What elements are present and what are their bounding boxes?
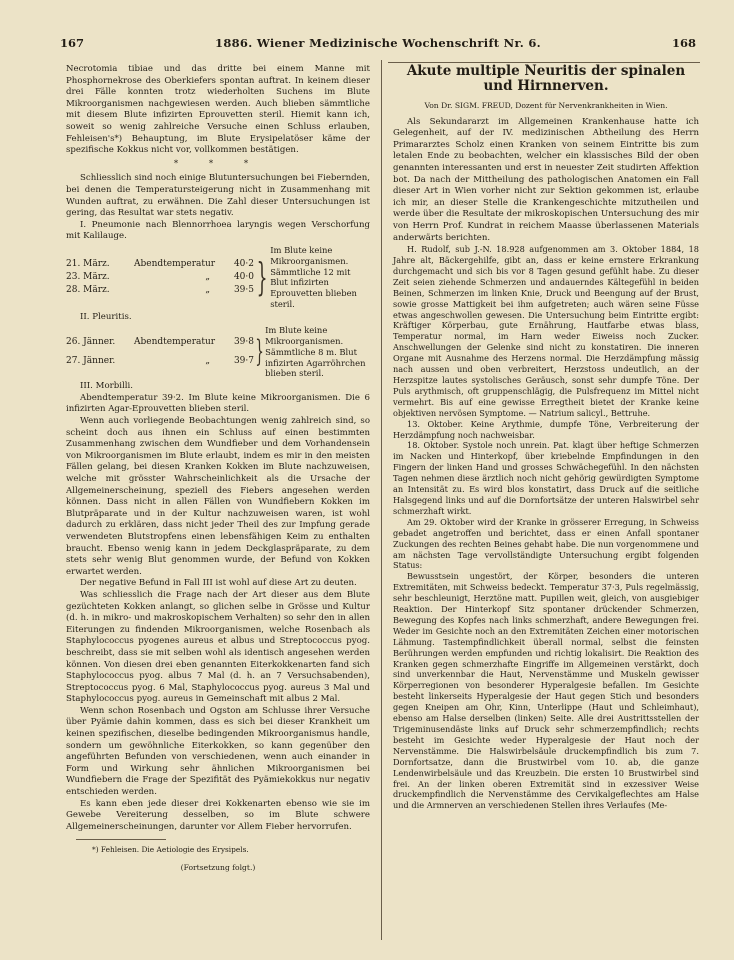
temperature: 39·7 (233, 356, 254, 367)
paragraph: Bewusstsein ungestört, der Körper, besonders die unteren Extremitäten, mit Schweiss bedeckt. Temperatur 37·3, Puls regelmässig, sehr beschleunigt, Herztöne matt. Pupillen weit, gleich, von ausgiebiger Reaktion. Der Hinterkopf Sitz spontaner drückender Schmerzen, Bewegung des Kopfes nach links schmerzhaft, andere Bewegungen frei. Weder im Gesichte noch an den Extremitäten Zeichen einer motorischen Lähmung. Tastempfindlichkeit überall normal, selbst die feinsten Berührungen werden empfunden und richtig lokalisirt. Die Reaktion des Kranken gegen schmerzhafte Eingriffe im Allgemeinen verstärkt, doch sind unverkennbar die Haut, Nervenstämme und Muskeln gewisser Körperregionen von besonderer Hyperalgesie befallen. Im Gesichte besteht linkerseits Hyperalgesie der Haut gegen Stich und besonders gegen Kneipen am Ohr, Kinn, Unterlippe (Haut und Schleimhaut), ebenso am Halse derselben (linken) Seite. Alle drei Austrittsstellen der Trigeminusendäste links auf Druck sehr schmerzempfindlich; rechts besteht im Gesichte weder Hyperalgesie der Haut noch der Nervenstämme. Die Halswirbelsäule druckempfindlich bis zum 7. Dornfortsatze, dann die Brustwirbel vom 10. ab, die ganze Lendenwirbelsäule und das Kreuzbein. Die ersten 10 Brustwirbel sind frei. An der linken oberen Extremität sind in exzessiver Weise druckempfindlich die Nervenstämme des Cervikalgeflechtes am Halse und die Armnerven an verschiedenen Stellen ihres Verlaufes (Me- (393, 571, 699, 811)
temperature: 39·8 (233, 337, 254, 348)
brace: } (255, 334, 264, 370)
page-number-right: 168 (671, 36, 696, 50)
date: 21. März. (66, 258, 110, 269)
paragraph: Am 29. Oktober wird der Kranke in grösserer Erregung, in Schweiss gebadet angetroffen und berichtet, dass er einen Anfall spontaner Zuckungen des rechten Beines gehabt habe. Die nun vorgenommene und am nächsten Tage vervollständigte Untersuchung ergibt folgenden Status: (393, 516, 699, 571)
right-column (393, 64, 699, 811)
column-divider (381, 60, 382, 940)
temperature: 40·2 (233, 258, 254, 269)
running-title: 1886. Wiener Medizinische Wochenschrift Nr. 6. (215, 36, 541, 50)
case-note: Im Blute keine Mikroorganismen. Sämmtliche 8 m. Blut infizirten Agarröhrchen blieben steril. (265, 325, 366, 379)
page-number-left: 167 (60, 36, 85, 50)
case-2-record (66, 325, 370, 379)
measure: „ (205, 284, 210, 295)
date: 28. März. (66, 284, 110, 295)
author-byline: Von Dr. SIGM. FREUD, Dozent für Nervenkrankheiten in Wien. (424, 101, 668, 110)
case-heading: I. Pneumonie nach Blennorrhoea laryngis wegen Verschorfung mit Kalilauge. (66, 219, 370, 242)
temperature-row (66, 258, 254, 271)
temperature-row (66, 284, 254, 297)
case-heading: II. Pleuritis. (80, 311, 132, 322)
case-note: Im Blute keine Mikroorganismen. Sämmtliche 12 mit Blut infizirten Eprouvetten blieben steril. (270, 244, 357, 309)
footnote: *) Fehleisen. Die Aetiologie des Erysipels. (92, 845, 249, 855)
paragraph: Wenn schon Rosenbach und Ogston am Schlusse ihrer Versuche über Pyämie dahin kommen, dass es sich bei dieser Krankheit um keinen spezifischen, dieselbe bedingenden Mikroorganismus handle, sondern um gewöhnliche Eiterkokken, so kann gegenüber den angeführten Befunden von verschiedenen, wenn auch einander in Form und Wirkung sehr ähnlichen Mikroorganismen bei Wundfiebern die Frage der Spezifität des Pyämiekokkus nur negativ entschieden werden. (66, 705, 370, 798)
page-header (60, 34, 696, 52)
measure: „ (205, 271, 210, 282)
paragraph: Der negative Befund in Fall III ist wohl auf diese Art zu deuten. (80, 578, 357, 589)
left-column (66, 64, 370, 874)
case-heading: III. Morbilli. (80, 381, 133, 392)
paragraph: Wenn auch vorliegende Beobachtungen wenig zahlreich sind, so scheint doch aus ihnen ein Schluss auf einen bestimmten Zusammenhang zwischen dem Wundfieber und dem Vorhandensein von Mikroorganismen im Blute erlaubt, indem es mir in den meisten Fällen gelang, bei diesen Kranken Kokken im Blute nachzuweisen, welche mit grösster Wahrscheinlichkeit als die Ursache der Allgemeinerscheinung, speziell des Fiebers angesehen werden können. Dass nicht in allen Fällen von Wundfiebern Kokken im Blutpräparate und in der Kultur nachzuweisen waren, ist wohl dadurch zu erklären, dass nicht jeder Theil des zur Impfung gerade verwendeten Blutstropfens einen lebensfähigen Keim zu enthalten braucht. Ebenso wenig kann in jedem Deckglaspräparate, zu dem stets sehr wenig Blut genommen wurde, der Befund von Kokken erwartet werden. (66, 416, 370, 577)
measure: „ (205, 356, 210, 367)
measure: Abendtemperatur (134, 258, 216, 269)
footnote-rule (76, 839, 166, 840)
section-break-stars: * * * (173, 158, 263, 169)
paragraph: Schliesslich sind noch einige Blutuntersuchungen bei Fiebernden, bei denen die Temperatursteigerung nicht in Zusammenhang mit Wunden auftrat, zu erwähnen. Die Zahl dieser Untersuchungen ist gering, das Resultat war stets negativ. (66, 173, 370, 219)
paragraph: 18. Oktober. Systole noch unrein. Pat. klagt über heftige Schmerzen im Nacken und Hinterkopf, über kriebelnde Empfindungen in den Fingern der linken Hand und grosses Schwächegefühl. In den nächsten Tagen nehmen diese ärztlich noch nicht gehörig gewürdigten Symptome an Intensität zu. Es wird blos konstatirt, dass Druck auf die seitliche Halsgegend links und auf die Dornfortsätze der unteren Halswirbel sehr schmerzhaft wirkt. (393, 440, 699, 516)
paragraph: Es kann eben jede dieser drei Kokkenarten ebenso wie sie im Gewebe Vereiterung desselben, so im Blute schwere Allgemeinerscheinungen, darunter vor Allem Fieber hervorrufen. (66, 798, 370, 832)
paragraph: Als Sekundararzt im Allgemeinen Krankenhause hatte ich Gelegenheit, auf der IV. medizinischen Abtheilung des Herrn Primararztes Scholz einen Kranken von seinem Eintritte bis zum letalen Ende zu beobachten, welcher ein klassisches Bild der oben genannten interessanten und erst in neuester Zeit studirten Affektion bot. Da nach der Mittheilung des pathologischen Anatomen ein Fall dieser Art in Wien vorher nicht zur Sektion gekommen ist, erlaube ich mir, an dieser Stelle die Krankengeschichte mitzutheilen und werde über die Resultate der mikroskopischen Untersuchung des mir von Herrn Prof. Kundrat in reichem Maasse überlassenen Materials anderwärts berichten. (393, 116, 699, 243)
date: 26. Jänner. (66, 337, 116, 348)
temperature-row (66, 336, 254, 349)
case-1-record (66, 245, 370, 310)
paragraph: Was schliesslich die Frage nach der Art dieser aus dem Blute gezüchteten Kokken anlangt, so glichen selbe in Grösse und Kultur (d. h. in mikro- und makroskopischem Verhalten) so sehr den in allen Eiterungen zu findenden Mikroorganismen, welche Rosenbach als Staphylococcus pyogenes aureus et albus und Streptococcus pyog. beschreibt, dass sie mit selben wohl als identisch angesehen werden können. Von diesen drei eben genannten Eiterkokkenarten fand sich Staphylococcus pyog. albus 7 Mal (d. h. an 7 Versuchsabenden), Streptococcus pyog. 6 Mal, Staphylococcus pyog. aureus 3 Mal und Staphylococcus pyog. aureus in Gemeinschaft mit albus 2 Mal. (66, 589, 370, 705)
continuation-note: (Fortsetzung folgt.) (180, 863, 256, 873)
paragraph: 13. Oktober. Keine Arythmie, dumpfe Töne, Verbreiterung der Herzdämpfung noch nachweisbar. (393, 418, 699, 440)
brace: } (256, 255, 268, 300)
temperature-row (66, 271, 254, 284)
paragraph: H. Rudolf, sub J.-N. 18.928 aufgenommen am 3. Oktober 1884, 18 Jahre alt, Bäckergehilfe, gibt an, dass er keine ernstere Erkrankung durchgemacht und sich bis vor 8 Tagen gesund gefühlt habe. Zu dieser Zeit seien ziehende Schmerzen und andauerndes Kältegefühl in beiden Beinen, Schmerzen im linken Knie, Druck und Beengung auf der Brust, sowie grosse Mattigkeit bei ihm aufgetreten; auch wären seine Füsse etwas angeschwollen gewesen. Die Untersuchung beim Eintritte ergibt: Kräftiger Körperbau, gute Ernährung, Hautfarbe etwas blass, Temperatur normal, im Harn weder Eiweiss noch Zucker. Anschwellungen der Gelenke sind nicht zu konstatiren. Die inneren Organe mit Ausnahme des Herzens normal. Die Herzdämpfung mässig nach aussen und oben verbreitert, Herzstoss undeutlich, an der Herzspitze lautes systolisches Geräusch, sonst sehr dumpfe Töne. Der Puls arythmisch, oft gruppenschlägig, die Pulsfrequenz im Mittel nicht vermehrt. Bis auf eine gewisse Erregtheit bietet der Kranke keine objektiven nervösen Symptome. — Natrium salicyl., Bettruhe. (393, 244, 699, 418)
paragraph: Abendtemperatur 39·2. Im Blute keine Mikroorganismen. Die 6 infizirten Agar-Eprouvetten blieben steril. (66, 392, 370, 415)
date: 23. März. (66, 271, 110, 282)
temperature: 39·5 (233, 284, 254, 295)
date: 27. Jänner. (66, 356, 116, 367)
paragraph: Necrotomia tibiae und das dritte bei einem Manne mit Phosphornekrose des Oberkiefers spontan auftrat. In keinem dieser drei Fälle konnten trotz wiederholten Suchens im Blute Mikroorganismen nachgewiesen werden. Auch blieben sämmtliche mit diesem Blute infizirten Eprouvetten steril. Hiemit kann ich, soweit so wenig zahlreiche Versuche einen Schluss erlauben, Fehleisen's*) Behauptung, im Blute Erysipelatöser käme der spezifische Kokkus nicht vor, vollkommen bestätigen. (66, 64, 370, 156)
measure: Abendtemperatur (134, 337, 216, 348)
temperature-row (66, 355, 254, 368)
article-title: Akute multiple Neuritis der spinalen und Hirnnerven. (406, 63, 686, 94)
temperature: 40·0 (233, 271, 254, 282)
